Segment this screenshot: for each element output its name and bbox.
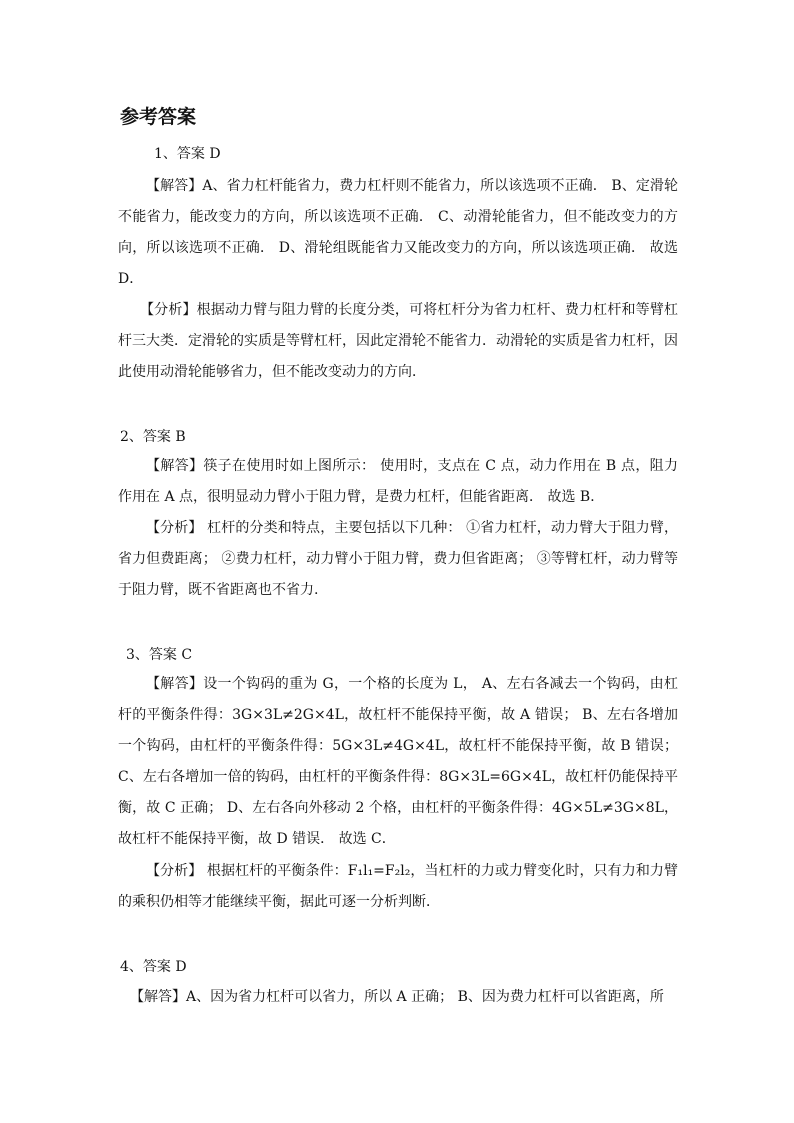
q2-explain: 【解答】筷子在使用时如上图所示： 使用时，支点在 C 点，动力作用在 B 点，阻力作用在 A 点，很明显动力臂小于阻力臂，是费力杠杆，但能省距离． 故选 B． <box>118 458 678 505</box>
q3-answer: 3、答案 C <box>126 647 193 663</box>
q1-explain: 【解答】A、省力杠杆能省力，费力杠杆则不能省力，所以该选项不正确． B、定滑轮不能省力，能改变力的方向，所以该选项不正确． C、动滑轮能省力，但不能改变力的方向，所以该选项不正确． D、滑轮组既能省力又能改变力的方向，所以该选项正确． 故选 D． <box>118 178 678 287</box>
q4-answer: 4、答案 D <box>120 959 187 975</box>
q2-answer: 2、答案 B <box>120 429 186 445</box>
q1-answer: 1、答案 D <box>154 146 221 162</box>
q2-analysis: 【分析】 杠杆的分类和特点，主要包括以下几种： ①省力杠杆，动力臂大于阻力臂，省力但费距离； ②费力杠杆，动力臂小于阻力臂，费力但省距离； ③等臂杠杆，动力臂等于阻力臂，既不省距离也不省力. <box>118 520 678 598</box>
q1-analysis: 【分析】根据动力臂与阻力臂的长度分类，可将杠杆分为省力杠杆、费力杠杆和等臂杠杆三大类．定滑轮的实质是等臂杠杆，因此定滑轮不能省力．动滑轮的实质是省力杠杆，因此使用动滑轮能够省力，但不能改变动力的方向． <box>118 302 678 380</box>
page-title: 参考答案 <box>120 106 197 128</box>
q3-explain: 【解答】设一个钩码的重为 G，一个格的长度为 L， A、左右各减去一个钩码，由杠杆的平衡条件得：3G×3L≠2G×4L，故杠杆不能保持平衡，故 A 错误； B、左右各增加一个钩码，由杠杆的平衡条件得：5G×3L≠4G×4L，故杠杆不能保持平衡，故 B 错误； C、左右各增加一倍的钩码，由杠杆的平衡条件得：8G×3L=6G×4L，故杠杆仍能保持平衡，故 C 正确； D、左右各向外移动 2 个格，由杠杆的平衡条件得：4G×5L≠3G×8L，故杠杆不能保持平衡，故 D 错误． 故选 C． <box>118 676 678 847</box>
q4-explain: 【解答】A、因为省力杠杆可以省力，所以 A 正确； B、因为费力杠杆可以省距离，所 <box>130 989 664 1005</box>
q3-analysis: 【分析】 根据杠杆的平衡条件：F₁l₁=F₂l₂，当杠杆的力或力臂变化时，只有力和力臂的乘积仍相等才能继续平衡，据此可逐一分析判断． <box>118 863 678 910</box>
